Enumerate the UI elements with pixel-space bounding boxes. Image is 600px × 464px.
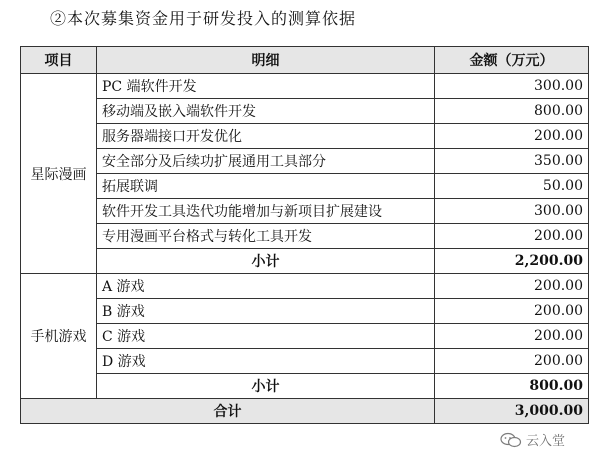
table-header-row: [21, 47, 589, 74]
amount-cell: 300.00: [435, 74, 589, 99]
subtotal-amount: 2,200.00: [435, 249, 589, 274]
budget-table: [20, 46, 589, 424]
header-project: 项目: [21, 47, 97, 74]
detail-cell: 安全部分及后续功扩展通用工具部分: [97, 149, 435, 174]
subtotal-amount: 800.00: [435, 374, 589, 399]
amount-cell: 300.00: [435, 199, 589, 224]
table-row: [21, 199, 589, 224]
amount-cell: 200.00: [435, 124, 589, 149]
subtotal-row: [21, 374, 589, 399]
detail-cell: C 游戏: [97, 324, 435, 349]
table-row: [21, 224, 589, 249]
header-detail: 明细: [97, 47, 435, 74]
table-row: [21, 74, 589, 99]
table-row: [21, 99, 589, 124]
total-amount: 3,000.00: [435, 399, 589, 424]
subtotal-row: [21, 249, 589, 274]
detail-cell: 服务器端接口开发优化: [97, 124, 435, 149]
amount-cell: 200.00: [435, 274, 589, 299]
detail-cell: D 游戏: [97, 349, 435, 374]
project-name: 星际漫画: [21, 74, 97, 274]
detail-cell: PC 端软件开发: [97, 74, 435, 99]
amount-cell: 200.00: [435, 349, 589, 374]
table-row: [21, 349, 589, 374]
watermark-text: 云入堂: [526, 434, 566, 449]
table-row: [21, 274, 589, 299]
amount-cell: 200.00: [435, 324, 589, 349]
header-amount: 金额（万元）: [435, 47, 589, 74]
amount-cell: 800.00: [435, 99, 589, 124]
detail-cell: B 游戏: [97, 299, 435, 324]
amount-cell: 200.00: [435, 224, 589, 249]
table-row: [21, 149, 589, 174]
amount-cell: 50.00: [435, 174, 589, 199]
wechat-icon: [500, 432, 522, 448]
amount-cell: 200.00: [435, 299, 589, 324]
total-label: 合计: [21, 399, 435, 424]
detail-cell: A 游戏: [97, 274, 435, 299]
table-row: [21, 174, 589, 199]
detail-cell: 专用漫画平台格式与转化工具开发: [97, 224, 435, 249]
detail-cell: 拓展联调: [97, 174, 435, 199]
detail-cell: 软件开发工具迭代功能增加与新项目扩展建设: [97, 199, 435, 224]
table-row: [21, 299, 589, 324]
subtotal-label: 小计: [97, 249, 435, 274]
watermark: [500, 430, 565, 449]
table-row: [21, 124, 589, 149]
project-name: 手机游戏: [21, 274, 97, 399]
section-heading: ②本次募集资金用于研发投入的测算依据: [50, 9, 357, 28]
subtotal-label: 小计: [97, 374, 435, 399]
amount-cell: 350.00: [435, 149, 589, 174]
table-row: [21, 324, 589, 349]
total-row: [21, 399, 589, 424]
detail-cell: 移动端及嵌入端软件开发: [97, 99, 435, 124]
